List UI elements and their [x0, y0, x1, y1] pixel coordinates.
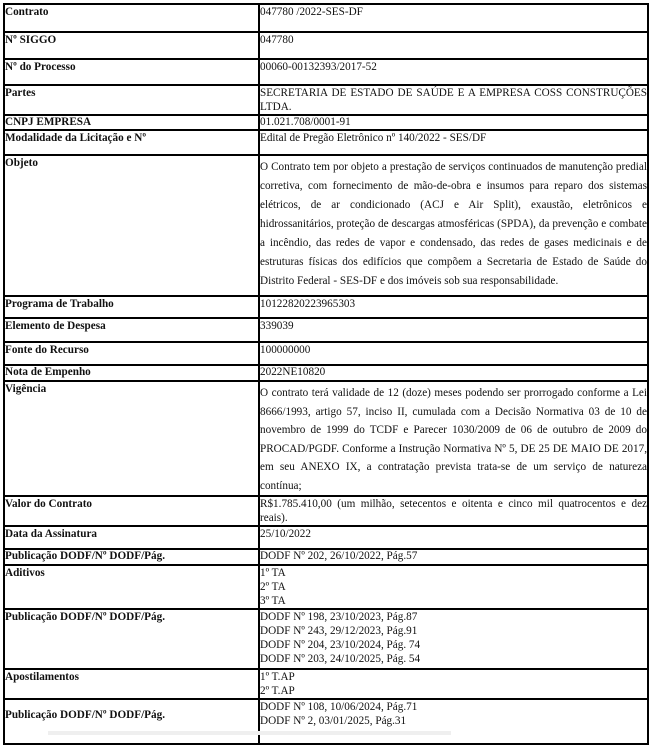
value-empenho [259, 365, 648, 381]
row-partes [4, 85, 648, 115]
value-modalidade [259, 130, 648, 155]
label-programa: Programa de Trabalho [4, 296, 259, 318]
value-programa [259, 296, 648, 318]
apostilamento-item: 2º T.AP [260, 685, 295, 697]
label-publicacao-contrato: Publicação DODF/Nº DODF/Pág. [4, 549, 259, 565]
label-modalidade: Modalidade da Licitação e Nº [4, 130, 259, 155]
label-partes: Partes [4, 85, 259, 115]
label-cnpj: CNPJ EMPRESA [4, 115, 259, 130]
row-siggo [4, 32, 648, 59]
value-aditivos [259, 565, 648, 609]
row-processo [4, 59, 648, 85]
value-publicacao-aditivos [259, 609, 648, 669]
value-line: 01.021.708/0001-91 [260, 116, 351, 128]
aditivo-item: 2º TA [260, 581, 286, 593]
aditivo-item: 3º TA [260, 595, 286, 607]
label-contrato: Contrato [4, 4, 259, 32]
label-empenho: Nota de Empenho [4, 365, 259, 381]
label-objeto: Objeto [4, 155, 259, 296]
value-data-assinatura [259, 526, 648, 549]
value-apostilamentos [259, 669, 648, 699]
row-elemento [4, 318, 648, 342]
value-line: 100000000 [260, 344, 311, 356]
aditivo-item: 1º TA [260, 567, 286, 579]
value-valor [259, 496, 648, 526]
value-line: 047780 /2022-SES-DF [260, 6, 363, 18]
publicacao-item: DODF Nº 204, 23/10/2024, Pág. 74 [260, 639, 421, 651]
value-text: SECRETARIA DE ESTADO DE SAÚDE E A EMPRESA COSS CONSTRUÇÕES LTDA. [260, 87, 647, 113]
row-publicacao-aditivos [4, 609, 648, 669]
label-apostilamentos: Apostilamentos [4, 669, 259, 699]
value-elemento [259, 318, 648, 342]
value-siggo [259, 32, 648, 59]
value-contrato [259, 4, 648, 32]
row-publicacao-apostilamentos [4, 699, 648, 744]
value-publicacao-contrato [259, 549, 648, 565]
row-data-assinatura [4, 526, 648, 549]
publicacao-item: DODF Nº 203, 24/10/2025, Pág. 54 [260, 653, 421, 665]
value-publicacao-apostilamentos [259, 699, 648, 744]
label-publicacao-aditivos: Publicação DODF/Nº DODF/Pág. [4, 609, 259, 669]
value-vigencia [259, 381, 648, 496]
label-data-assinatura: Data da Assinatura [4, 526, 259, 549]
value-text: R$1.785.410,00 (um milhão, setecentos e oitenta e cinco mil quatrocentos e dez reais). [260, 498, 647, 524]
value-line: 00060-00132393/2017-52 [260, 61, 377, 73]
label-siggo: Nº SIGGO [4, 32, 259, 59]
row-vigencia [4, 381, 648, 496]
value-line: 10122820223965303 [260, 298, 356, 310]
row-aditivos [4, 565, 648, 609]
row-contrato [4, 4, 648, 32]
label-vigencia: Vigência [4, 381, 259, 496]
value-line: 047780 [260, 34, 294, 46]
label-processo: Nº do Processo [4, 59, 259, 85]
value-line: 339039 [260, 320, 294, 332]
row-empenho [4, 365, 648, 381]
value-line: DODF Nº 202, 26/10/2022, Pág.57 [260, 550, 418, 562]
row-cnpj [4, 115, 648, 130]
contract-info-table [3, 3, 649, 745]
label-aditivos: Aditivos [4, 565, 259, 609]
value-objeto [259, 155, 648, 296]
row-objeto [4, 155, 648, 296]
value-line: Edital de Pregão Eletrônico nº 140/2022 - SES/DF [260, 132, 487, 144]
publicacao-item: DODF Nº 2, 03/01/2025, Pág.31 [260, 715, 407, 727]
label-publicacao-apostilamentos: Publicação DODF/Nº DODF/Pág. [4, 699, 259, 744]
label-fonte: Fonte do Recurso [4, 342, 259, 365]
value-cnpj [259, 115, 648, 130]
label-elemento: Elemento de Despesa [4, 318, 259, 342]
bottom-scroll-strip [48, 731, 451, 735]
label-valor: Valor do Contrato [4, 496, 259, 526]
publicacao-item: DODF Nº 243, 29/12/2023, Pág.91 [260, 625, 418, 637]
value-processo [259, 59, 648, 85]
row-publicacao-contrato [4, 549, 648, 565]
value-partes [259, 85, 648, 115]
row-fonte [4, 342, 648, 365]
value-line: 2022NE10820 [260, 366, 326, 378]
value-fonte [259, 342, 648, 365]
value-text: O Contrato tem por objeto a prestação de serviços continuados de manutenção predial corretiva, com fornecimento de mão-de-obra e insumos para reparo dos sistemas elétricos, de ar condicionado (ACJ e Air Split), exaustão, eletrônicos e hidrossanitários, proteção de descargas atmosféricas (SPDA), da prevenção e combate a incêndio, das redes de vapor e condensado, das redes de gases medicinais e de estruturas físicas dos edifícios que compõem a Secretaria de Estado de Saúde do Distrito Federal - SES-DF e dos imóveis sob sua responsabilidade. [260, 161, 647, 287]
value-line: 25/10/2022 [260, 528, 311, 540]
publicacao-item: DODF Nº 198, 23/10/2023, Pág.87 [260, 611, 418, 623]
row-modalidade [4, 130, 648, 155]
publicacao-item: DODF Nº 108, 10/06/2024, Pág.71 [260, 701, 418, 713]
row-programa [4, 296, 648, 318]
apostilamento-item: 1º T.AP [260, 671, 295, 683]
row-apostilamentos [4, 669, 648, 699]
row-valor [4, 496, 648, 526]
value-text: O contrato terá validade de 12 (doze) meses podendo ser prorrogado conforme a Lei 8666/1993, artigo 57, inciso II, cumulada com a Decisão Normativa 03 de 10 de novembro de 1999 do TCDF e Parecer 1030/2009 de 06 de outubro de 2009 do PROCAD/PGDF. Conforme a Instrução Normativa Nº 5, DE 25 DE MAIO DE 2017, em seu ANEXO IX, a contratação prevista trata-se de um serviço de natureza contínua; [260, 387, 647, 492]
